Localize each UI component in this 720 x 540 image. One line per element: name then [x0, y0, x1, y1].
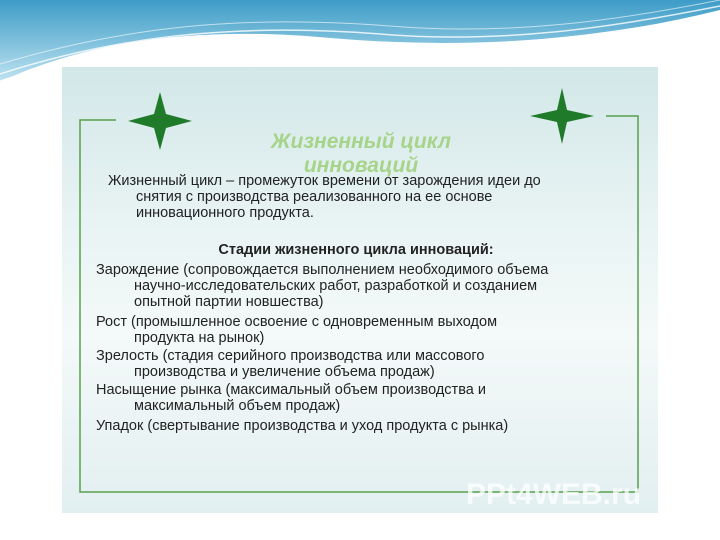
stage-item-decline	[96, 418, 636, 434]
stage-line: Упадок (свертывание производства и уход продукта с рынка)	[96, 418, 509, 434]
stage-line: Зарождение (сопровождается выполнением необходимого объема	[96, 262, 549, 278]
stage-item-maturity	[96, 348, 636, 380]
stage-line: Насыщение рынка (максимальный объем производства и	[96, 382, 486, 398]
definition-line: Жизненный цикл – промежуток времени от зарождения идеи до	[108, 173, 541, 189]
stage-item-growth	[96, 314, 636, 346]
stage-line: максимальный объем продаж)	[134, 398, 341, 414]
definition-line: инновационного продукта.	[136, 205, 314, 221]
stage-item-origin	[96, 262, 636, 310]
slide-title: Жизненный цикл инноваций	[271, 130, 451, 177]
stage-line: Рост (промышленное освоение с одновременным выходом	[96, 314, 498, 330]
stage-line: производства и увеличение объема продаж)	[134, 364, 435, 380]
stage-line: опытной партии новшества)	[134, 294, 324, 310]
watermark: PPt4WEB.ru	[466, 478, 642, 511]
definition-text	[108, 173, 628, 221]
definition-line: снятия с производства реализованного на ее основе	[136, 189, 493, 205]
stage-line: Зрелость (стадия серийного производства или массового	[96, 348, 485, 364]
stage-item-saturation	[96, 382, 636, 414]
stage-line: продукта на рынок)	[134, 330, 265, 346]
stage-line: научно-исследовательских работ, разработкой и созданием	[134, 278, 538, 294]
stages-heading: Стадии жизненного цикла инноваций:	[218, 242, 494, 258]
